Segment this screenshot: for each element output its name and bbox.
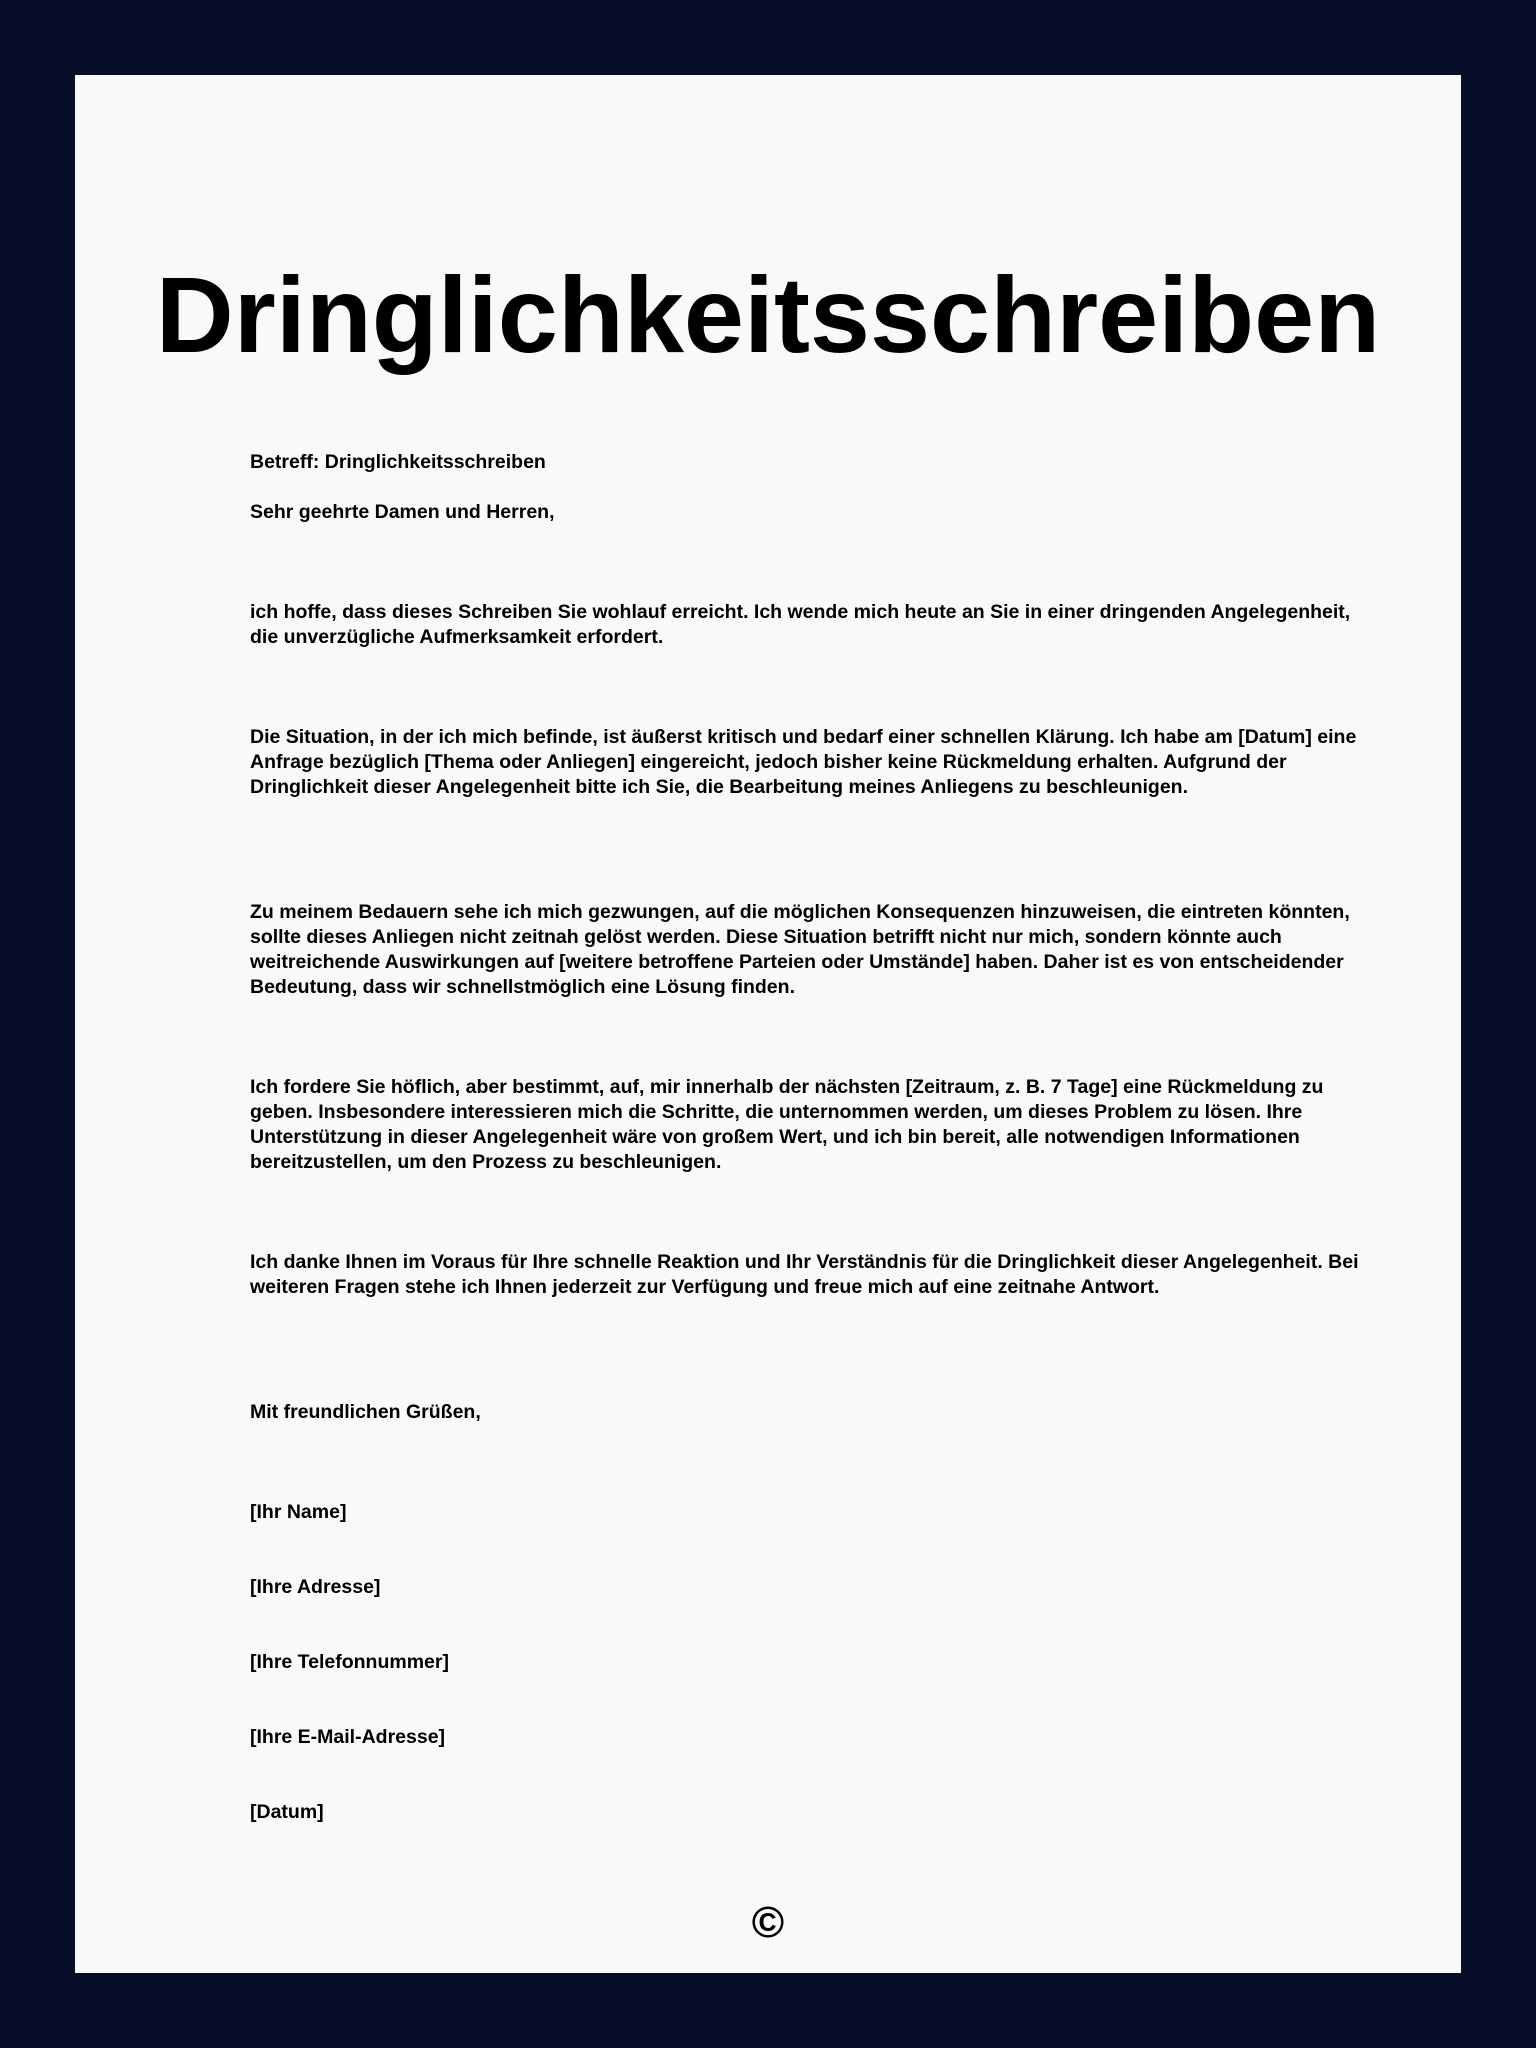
signature-email: [Ihre E-Mail-Adresse]	[250, 1726, 446, 1748]
signature-date: [Datum]	[250, 1801, 324, 1823]
signature-phone: [Ihre Telefonnummer]	[250, 1651, 449, 1673]
body-paragraph-5: Ich danke Ihnen im Voraus für Ihre schnelle Reaktion und Ihr Verständnis für die Dringlichkeit dieser Angelegenheit. Bei weiteren Fragen stehe ich Ihnen jederzeit zur Verfügung und freue mich auf eine zeitnahe Antwort.	[250, 1251, 1359, 1298]
body-paragraph-4: Ich fordere Sie höflich, aber bestimmt, auf, mir innerhalb der nächsten [Zeitraum, z. B. 7 Tage] eine Rückmeldung zu geben. Insbesondere interessieren mich die Schritte, die unternommen werden, um dieses Problem zu lösen. Ihre Unterstützung in dieser Angelegenheit wäre von großem Wert, und ich bin bereit, alle notwendigen Informationen bereitzustellen, um den Prozess zu beschleunigen.	[250, 1076, 1324, 1173]
letter-page	[75, 75, 1461, 1973]
signature-name: [Ihr Name]	[250, 1501, 347, 1523]
body-paragraph-1: ich hoffe, dass dieses Schreiben Sie wohlauf erreicht. Ich wende mich heute an Sie in einer dringenden Angelegenheit, die unverzügliche Aufmerksamkeit erfordert.	[250, 601, 1351, 648]
copyright-icon: ©	[751, 1898, 785, 1947]
subject-line: Betreff: Dringlichkeitsschreiben	[250, 451, 546, 473]
salutation: Sehr geehrte Damen und Herren,	[250, 501, 555, 523]
body-paragraph-3: Zu meinem Bedauern sehe ich mich gezwungen, auf die möglichen Konsequenzen hinzuweisen, die eintreten könnten, sollte dieses Anliegen nicht zeitnah gelöst werden. Diese Situation betrifft nicht nur mich, sondern könnte auch weitreichende Auswirkungen auf [weitere betroffene Parteien oder Umstände] haben. Daher ist es von entscheidender Bedeutung, dass wir schnellstmöglich eine Lösung finden.	[250, 901, 1350, 998]
signature-address: [Ihre Adresse]	[250, 1576, 381, 1598]
body-paragraph-2: Die Situation, in der ich mich befinde, ist äußerst kritisch und bedarf einer schnellen Klärung. Ich habe am [Datum] eine Anfrage bezüglich [Thema oder Anliegen] eingereicht, jedoch bisher keine Rückmeldung erhalten. Aufgrund der Dringlichkeit dieser Angelegenheit bitte ich Sie, die Bearbeitung meines Anliegens zu beschleunigen.	[250, 726, 1357, 798]
closing: Mit freundlichen Grüßen,	[250, 1401, 481, 1423]
document-title: Dringlichkeitsschreiben	[155, 254, 1381, 375]
